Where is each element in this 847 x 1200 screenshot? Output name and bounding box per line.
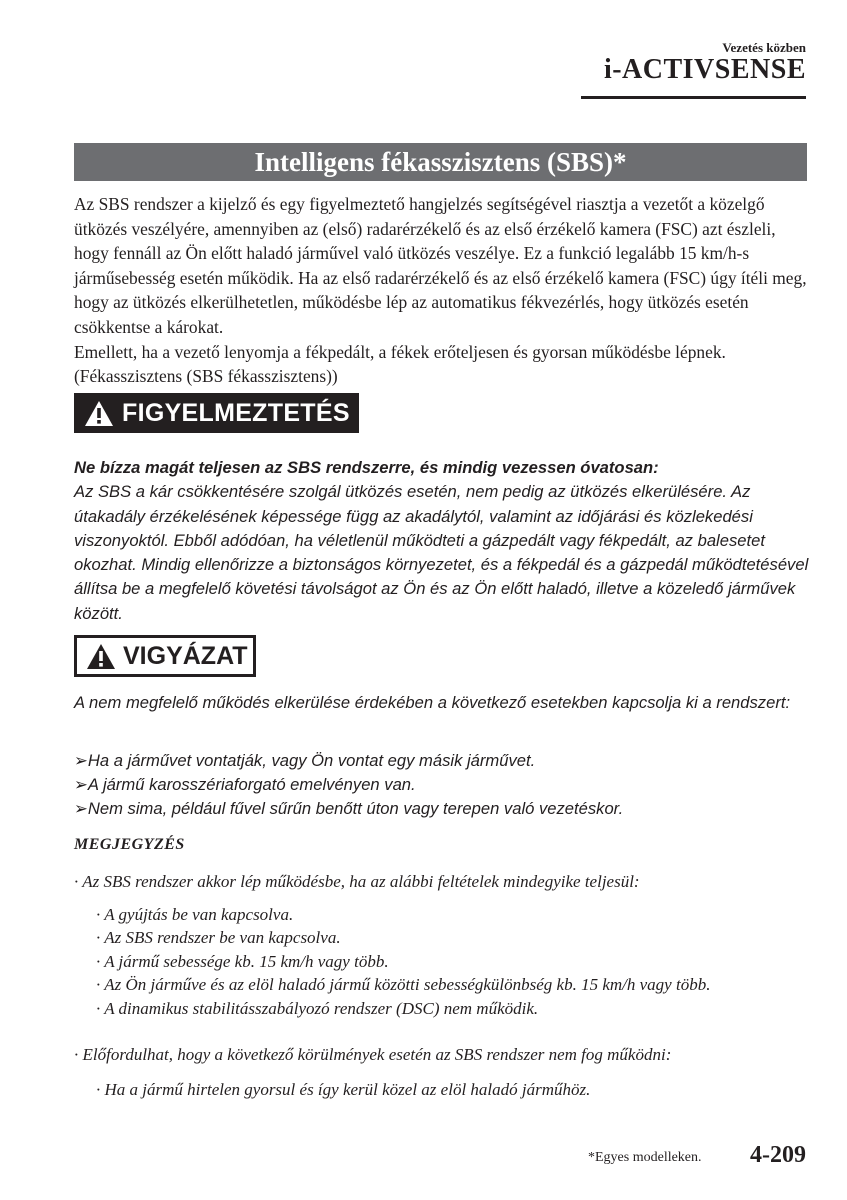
footnote: *Egyes modelleken. [588,1150,702,1165]
chapter-title: i-ACTIVSENSE [603,54,806,85]
warning-block [74,456,809,626]
note-item: · Előfordulhat, hogy a következő körülmények esetén az SBS rendszer nem fog működni: [74,1045,672,1064]
page-number: 4-209 [750,1142,806,1168]
dot-bullet-icon: · [74,1045,79,1064]
warning-text: Az SBS a kár csökkentésére szolgál ütközés esetén, nem pedig az ütközés elkerülésére. Az útakadály érzékelésének képessége függ az akadálytól, valamint az időjárási és közlekedési viszonyoktól. Ebből adódóan, ha véletlenül működteti a gázpedált vagy fékpedált, az balesetet okozhat. Mindig ellenőrizze a biztonságos környezetet, és a fékpedál és a gázpedál működtetésével állítsa be a megfelelő követési távolságot az Ön és az Ön előtt haladó, illetve a közeledő járművek között. [74,482,809,623]
dot-bullet-icon: · [96,998,101,1018]
list-item: · Az Ön járműve és az elöl haladó jármű közötti sebességkülönbség kb. 15 km/h vagy több. [96,975,711,995]
list-item: · Ha a jármű hirtelen gyorsul és így kerül közel az elöl haladó járműhöz. [96,1080,591,1099]
warning-label [74,393,359,433]
list-item: ➢Nem sima, például fűvel sűrűn benőtt úton vagy terepen való vezetéskor. [74,799,624,818]
intro-text [74,192,814,389]
list-item: ➢Ha a járművet vontatják, vagy Ön vontat egy másik járművet. [74,751,536,770]
caution-label [74,635,256,677]
note-sublist [96,903,796,1020]
dot-bullet-icon: · [96,905,101,924]
dot-bullet-icon: · [96,951,101,971]
list-item: · A gyújtás be van kapcsolva. [96,905,294,924]
warning-triangle-icon [84,400,114,427]
section-title: Vezetés közben [722,40,806,55]
list-item: · A jármű sebessége kb. 15 km/h vagy több. [96,951,389,971]
list-item: · A dinamikus stabilitásszabályozó rendszer (DSC) nem működik. [96,998,539,1018]
note-item: · Az SBS rendszer akkor lép működésbe, ha az alábbi feltételek mindegyike teljesül: [74,872,640,891]
warning-label-text: FIGYELMEZTETÉS [122,398,350,427]
dot-bullet-icon: · [96,975,101,995]
arrow-bullet-icon: ➢ [74,799,88,818]
caution-triangle-icon [86,643,116,670]
intro-paragraph: Az SBS rendszer a kijelző és egy figyelmeztető hangjelzés segítségével riasztja a vezetőt a közelgő ütközés veszélyére, amennyiben az (első) radarérzékelő és az első érzékelő kamera (FSC) azt észleli, hogy fennáll az Ön előtt haladó járművel való ütközés veszélye. Ez a funkció legalább 15 km/h-s járműsebesség esetén működik. Ha az első radarérzékelő és az első érzékelő kamera (FSC) úgy ítéli meg, hogy az ütközés elkerülhetetlen, működésbe lép az automatikus fékvezérlés, hogy ütközés esetén csökkentse a károkat. [74,194,807,337]
list-item: ➢A jármű karosszériaforgató emelvényen van. [74,775,416,794]
intro-paragraph: Emellett, ha a vezető lenyomja a fékpedált, a fékek erőteljesen és gyorsan működésbe lépnek. (Fékasszisztens (SBS fékasszisztens)) [74,341,726,387]
list-item: · Az SBS rendszer be van kapcsolva. [96,928,341,948]
arrow-bullet-icon: ➢ [74,751,88,770]
caution-text: A nem megfelelő működés elkerülése érdekében a következő esetekben kapcsolja ki a rendszert: [74,693,791,712]
warning-heading: Ne bízza magát teljesen az SBS rendszerre, és mindig vezessen óvatosan: [74,458,659,477]
dot-bullet-icon: · [96,928,101,948]
page-title: Intelligens fékasszisztens (SBS)* [74,143,807,181]
caution-label-text: VIGYÁZAT [123,641,248,670]
caution-list [74,749,809,821]
arrow-bullet-icon: ➢ [74,775,88,794]
dot-bullet-icon: · [96,1080,101,1099]
dot-bullet-icon: · [74,872,79,891]
note-sublist [96,1078,796,1101]
note-title: MEGJEGYZÉS [74,836,185,853]
header-rule [581,96,806,99]
